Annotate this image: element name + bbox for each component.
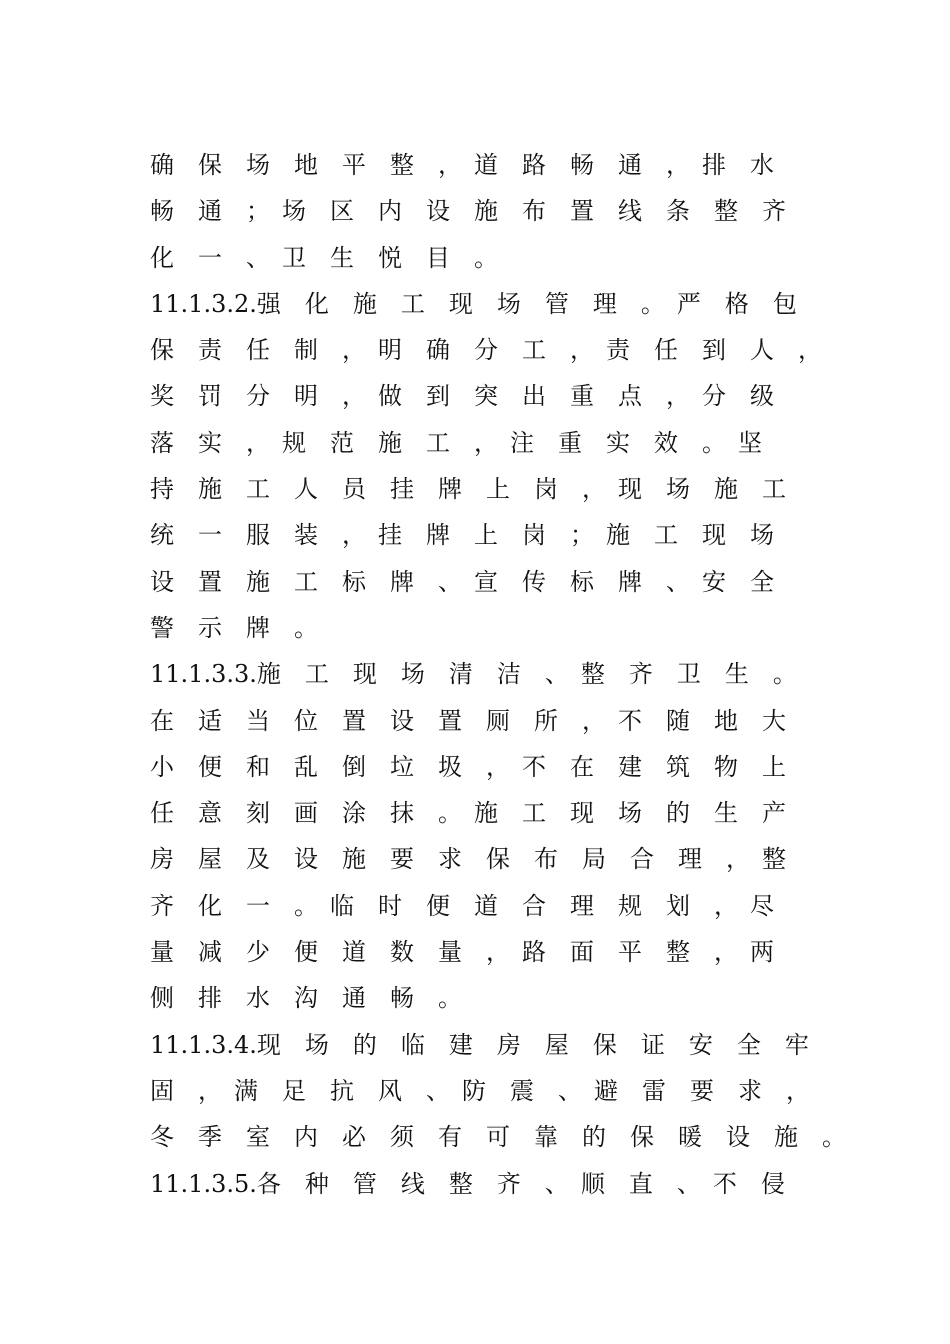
text-line: 化 一 、 卫 生 悦 目 。 (150, 243, 498, 272)
text-line: 小 便 和 乱 倒 垃 圾 ， 不 在 建 筑 物 上 (150, 752, 786, 781)
section-11-1-3-2-line: 11.1.3.2.强 化 施 工 现 场 管 理 。 严 格 包 (150, 289, 797, 318)
text-line: 持 施 工 人 员 挂 牌 上 岗 ， 现 场 施 工 (150, 475, 786, 504)
text-line: 确 保 场 地 平 整 ， 道 路 畅 通 ， 排 水 (150, 151, 774, 179)
text-line: 侧 排 水 沟 通 畅 。 (150, 984, 462, 1013)
text-line: 冬 季 室 内 必 须 有 可 靠 的 保 暖 设 施 。 (150, 1123, 846, 1152)
text-line: 在 适 当 位 置 设 置 厕 所 ， 不 随 地 大 (150, 706, 786, 735)
text-line: 房 屋 及 设 施 要 求 保 布 局 合 理 ， 整 (150, 845, 786, 874)
section-11-1-3-4-line: 11.1.3.4.现 场 的 临 建 房 屋 保 证 安 全 牢 (150, 1030, 809, 1059)
section-11-1-3-5-line: 11.1.3.5.各 种 管 线 整 齐 、 顺 直 、 不 侵 (150, 1169, 785, 1198)
text-line: 设 置 施 工 标 牌 、 宣 传 标 牌 、 安 全 (150, 567, 774, 596)
text-line: 任 意 刻 画 涂 抹 。 施 工 现 场 的 生 产 (150, 799, 786, 828)
body-text (150, 142, 870, 1207)
text-line: 统 一 服 装 ， 挂 牌 上 岗 ； 施 工 现 场 (150, 521, 774, 550)
text-line: 固 ， 满 足 抗 风 、 防 震 、 避 雷 要 求 ， (150, 1076, 810, 1105)
text-line: 落 实 ， 规 范 施 工 ， 注 重 实 效 。 坚 (150, 428, 762, 457)
text-line: 警 示 牌 。 (150, 613, 318, 642)
text-line: 畅 通 ； 场 区 内 设 施 布 置 线 条 整 齐 (150, 197, 786, 226)
text-line: 奖 罚 分 明 ， 做 到 突 出 重 点 ， 分 级 (150, 382, 774, 411)
text-line: 保 责 任 制 ， 明 确 分 工 ， 责 任 到 人 ， (150, 336, 822, 365)
text-line: 齐 化 一 。 临 时 便 道 合 理 规 划 ， 尽 (150, 891, 774, 920)
section-11-1-3-3-line: 11.1.3.3.施 工 现 场 清 洁 、 整 齐 卫 生 。 (150, 660, 797, 689)
text-line: 量 减 少 便 道 数 量 ， 路 面 平 整 ， 两 (150, 938, 774, 967)
